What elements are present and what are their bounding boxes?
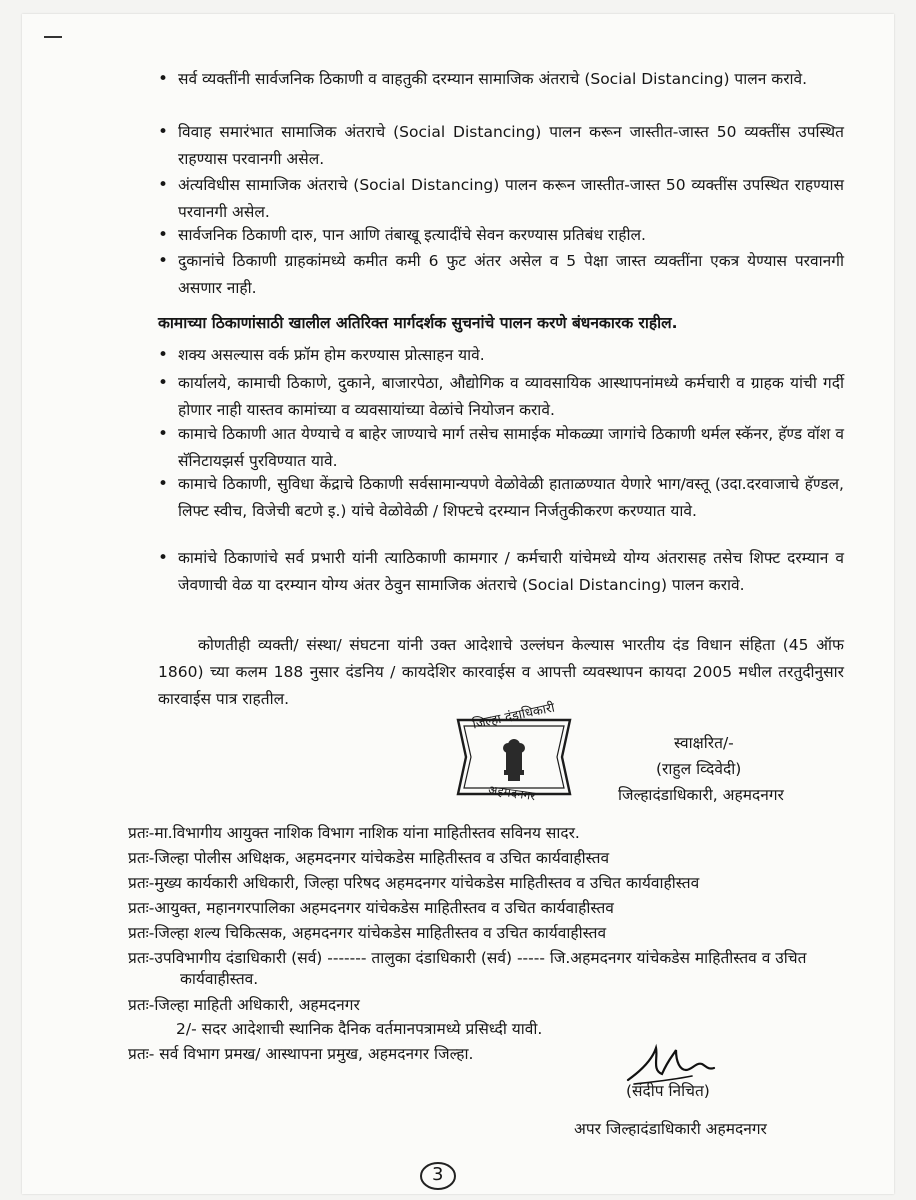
list-item: • कामाचे ठिकाणी, सुविधा केंद्राचे ठिकाणी सर्वसामान्यपणे वेळोवेळी हाताळण्यात येणारे भाग/वस्तू (उदा.दरवाजाचे हॅण्डल, लिफ्ट स्वीच, विजेची बटणे इ.) यांचे वेळोवेळी / शिफ्टचे दरम्यान निर्जतुकीकरण करण्यात यावे. <box>178 471 844 525</box>
signatory-name: (राहुल व्दिवेदी) <box>656 760 742 778</box>
signatory2-designation: अपर जिल्हादंडाधिकारी अहमदनगर <box>574 1120 767 1138</box>
list-item: • कार्यालये, कामाची ठिकाणे, दुकाने, बाजारपेठा, औद्योगिक व व्यावसायिक आस्थापनांमध्ये कर्मचारी व ग्राहक यांची गर्दी होणार नाही यास्तव कामांच्या व व्यवसायांच्या वेळांचे नियोजन करावे. <box>178 370 844 424</box>
copy-line: प्रतः-जिल्हा माहिती अधिकारी, अहमदनगर <box>128 996 360 1014</box>
seal-bottom-text: अहमदनगर <box>487 782 537 804</box>
signatory-designation: जिल्हादंडाधिकारी, अहमदनगर <box>618 786 784 804</box>
list-item: • कामांचे ठिकाणांचे सर्व प्रभारी यांनी त्याठिकाणी कामगार / कर्मचारी यांचेमध्ये योग्य अंतरासह तसेच शिफ्ट दरम्यान व जेवणाची वेळ या दरम्यान योग्य अंतर ठेवुन सामाजिक अंतराचे (Social Distancing) पालन करावे. <box>178 545 844 599</box>
list-item: • कामाचे ठिकाणी आत येण्याचे व बाहेर जाण्याचे मार्ग तसेच सामाईक मोकळ्या जागांचे ठिकाणी थर्मल स्कॅनर, हॅण्ड वॉश व सॅनिटायझर्स पुरविण्यात यावे. <box>178 421 844 475</box>
copy-line: 2/- सदर आदेशाची स्थानिक दैनिक वर्तमानपत्रामध्ये प्रसिध्दी यावी. <box>176 1020 543 1038</box>
copy-line: प्रतः-जिल्हा शल्य चिकित्सक, अहमदनगर यांचेकडेस माहितीस्तव व उचित कार्यवाहीस्तव <box>128 924 607 942</box>
signatory2-name: (संदीप निचित) <box>626 1082 710 1100</box>
copy-line: कार्यवाहीस्तव. <box>180 970 259 988</box>
list-item: • सार्वजनिक ठिकाणी दारु, पान आणि तंबाखू इत्यादींचे सेवन करण्यास प्रतिबंध राहील. <box>178 222 844 249</box>
copy-line: प्रतः-मा.विभागीय आयुक्त नाशिक विभाग नाशिक यांना माहितीस्तव सविनय सादर. <box>128 824 580 842</box>
list-item: • विवाह समारंभात सामाजिक अंतराचे (Social Distancing) पालन करून जास्तीत-जास्त 50 व्यक्तींस उपस्थित राहण्यास परवानगी असेल. <box>178 119 844 173</box>
list-item: • सर्व व्यक्तींनी सार्वजनिक ठिकाणी व वाहतुकी दरम्यान सामाजिक अंतराचे (Social Distancing) पालन करावे. <box>178 66 844 93</box>
copy-line: प्रतः-मुख्य कार्यकारी अधिकारी, जिल्हा परिषद अहमदनगर यांचेकडेस माहितीस्तव व उचित कार्यवाहीस्तव <box>128 874 700 892</box>
signed-mark: स्वाक्षरित/- <box>674 734 734 752</box>
corner-mark <box>44 36 62 38</box>
copy-line: प्रतः- सर्व विभाग प्रमख/ आस्थापना प्रमुख, अहमदनगर जिल्हा. <box>128 1045 474 1063</box>
copy-line: प्रतः-उपविभागीय दंडाधिकारी (सर्व) ------- तालुका दंडाधिकारी (सर्व) ----- जि.अहमदनगर यांचेकडेस माहितीस्तव व उचित <box>128 949 807 967</box>
list-item: • अंत्यविधीस सामाजिक अंतराचे (Social Distancing) पालन करून जास्तीत-जास्त 50 व्यक्तींस उपस्थित राहण्यास परवानगी असेल. <box>178 172 844 226</box>
page-number <box>418 1160 458 1192</box>
workplace-heading: कामाच्या ठिकाणांसाठी खालील अतिरिक्त मार्गदर्शक सुचनांचे पालन करणे बंधनकारक राहील. <box>158 314 678 332</box>
copy-line: प्रतः-आयुक्त, महानगरपालिका अहमदनगर यांचेकडेस माहितीस्तव व उचित कार्यवाहीस्तव <box>128 899 614 917</box>
page-number-text: 3 <box>432 1164 444 1185</box>
copy-line: प्रतः-जिल्हा पोलीस अधिक्षक, अहमदनगर यांचेकडेस माहितीस्तव व उचित कार्यवाहीस्तव <box>128 849 610 867</box>
list-item: • शक्य असल्यास वर्क फ्रॉम होम करण्यास प्रोत्साहन यावे. <box>178 342 844 369</box>
list-item: • दुकानांचे ठिकाणी ग्राहकांमध्ये कमीत कमी 6 फुट अंतर असेल व 5 पेक्षा जास्त व्यक्तींना एकत्र येण्यास परवानगी असणार नाही. <box>178 248 844 302</box>
seal-top-text: जिल्हा दंडाधिकारी <box>471 700 557 733</box>
penalty-paragraph: कोणतीही व्यक्ती/ संस्था/ संघटना यांनी उक्त आदेशाचे उल्लंघन केल्यास भारतीय दंड विधान संहिता (45 ऑफ 1860) च्या कलम 188 नुसार दंडनिय / कायदेशिर कारवाईस व आपत्ती व्यवस्थापन कायदा 2005 मधील तरतुदीनुसार कारवाईस पात्र राहतील. <box>158 636 844 708</box>
